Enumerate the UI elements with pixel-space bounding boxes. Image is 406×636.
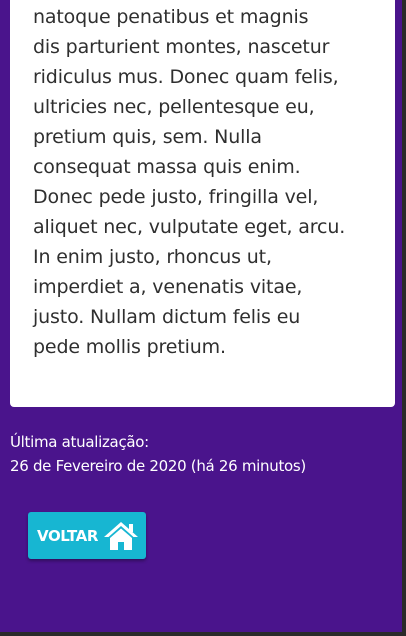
body-line: In enim justo, rhoncus ut, (33, 246, 272, 268)
body-line: ridiculus mus. Donec quam felis, (33, 66, 339, 88)
body-line: aliquet nec, vulputate eget, arcu. (33, 216, 346, 238)
body-line: imperdiet a, venenatis vitae, (33, 276, 303, 298)
body-line: dis parturient montes, nascetur (33, 36, 330, 58)
last-updated (10, 430, 306, 478)
body-line: consequat massa quis enim. (33, 156, 301, 178)
body-line: natoque penatibus et magnis (33, 6, 309, 28)
last-updated-label: Última atualização: (10, 433, 149, 451)
body-line: ultricies nec, pellentesque eu, (33, 96, 315, 118)
body-line: justo. Nullam dictum felis eu (33, 306, 301, 328)
back-button-label: VOLTAR (37, 526, 98, 545)
home-icon (102, 519, 140, 553)
body-line: Donec pede justo, fringilla vel, (33, 186, 319, 208)
body-text (33, 2, 385, 362)
content-card (10, 0, 395, 407)
back-button[interactable] (28, 512, 146, 559)
body-line: pede mollis pretium. (33, 336, 226, 358)
last-updated-date: 26 de Fevereiro de 2020 (há 26 minutos) (10, 457, 306, 475)
body-line: pretium quis, sem. Nulla (33, 126, 262, 148)
